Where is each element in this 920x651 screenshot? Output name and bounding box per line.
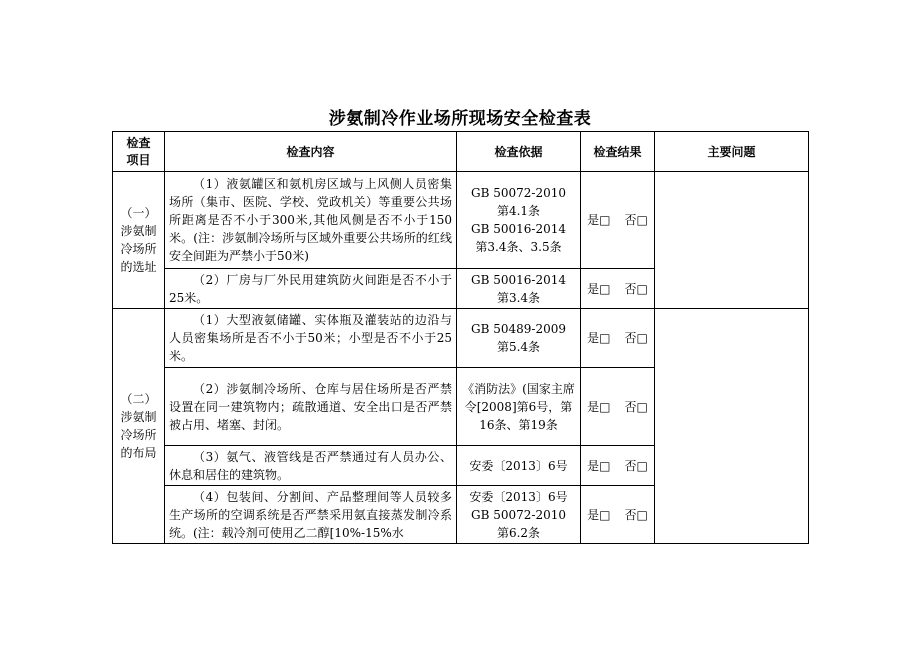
- main-issue-cell[interactable]: [655, 172, 809, 309]
- check-result: [581, 269, 655, 309]
- yes-checkbox[interactable]: 是□: [587, 458, 611, 473]
- table-row: [113, 309, 809, 368]
- section-label: （二） 涉氨制 冷场所 的布局: [113, 309, 165, 544]
- check-result: [581, 368, 655, 446]
- no-checkbox[interactable]: 否□: [624, 507, 648, 522]
- no-checkbox[interactable]: 否□: [624, 399, 648, 414]
- no-checkbox[interactable]: 否□: [624, 331, 648, 345]
- check-content: （2）厂房与厂外民用建筑防火间距是否不小于25米。: [165, 269, 457, 309]
- yes-checkbox[interactable]: 是□: [587, 507, 611, 522]
- section-label: （一） 涉氨制 冷场所 的选址: [113, 172, 165, 309]
- check-result: [581, 172, 655, 269]
- yes-checkbox[interactable]: 是□: [587, 281, 611, 296]
- check-basis: 安委〔2013〕6号 GB 50072-2010 第6.2条: [457, 486, 581, 544]
- check-basis: 《消防法》(国家主席令[2008]第6号，第16条、第19条: [457, 368, 581, 446]
- check-result: [581, 309, 655, 368]
- check-basis: GB 50016-2014 第3.4条: [457, 269, 581, 309]
- check-content: （3）氨气、液管线是否严禁通过有人员办公、休息和居住的建筑物。: [165, 446, 457, 486]
- check-content: （2）涉氨制冷场所、仓库与居住场所是否严禁设置在同一建筑物内；疏散通道、安全出口是否严禁被占用、堵塞、封闭。: [165, 368, 457, 446]
- check-result: [581, 446, 655, 486]
- no-checkbox[interactable]: 否□: [624, 281, 648, 296]
- header-issue: 主要问题: [655, 132, 809, 172]
- table-row: [113, 172, 809, 269]
- inspection-table: [112, 131, 809, 544]
- table-header-row: [113, 132, 809, 172]
- check-basis: GB 50489-2009 第5.4条: [457, 309, 581, 368]
- main-issue-cell[interactable]: [655, 309, 809, 544]
- no-checkbox[interactable]: 否□: [624, 213, 648, 227]
- header-content: 检查内容: [165, 132, 457, 172]
- check-basis: 安委〔2013〕6号: [457, 446, 581, 486]
- check-content: （1）液氨罐区和氨机房区域与上风侧人员密集场所（集市、医院、学校、党政机关）等重要公共场所距离是否不小于300米,其他风侧是否不小于150米。(注：涉氨制冷场所与区域外重要公共场所的红线安全间距为严禁小于50米): [165, 172, 457, 269]
- page-title: 涉氨制冷作业场所现场安全检查表: [328, 109, 592, 129]
- header-result: 检查结果: [581, 132, 655, 172]
- check-content: （4）包装间、分割间、产品整理间等人员较多生产场所的空调系统是否严禁采用氨直接蒸发制冷系统。(注：载冷剂可使用乙二醇[10%-15%水: [165, 486, 457, 544]
- yes-checkbox[interactable]: 是□: [587, 331, 611, 345]
- header-item: 检查 项目: [113, 132, 165, 172]
- check-basis: GB 50072-2010 第4.1条 GB 50016-2014 第3.4条、3.5条: [457, 172, 581, 269]
- check-content: （1）大型液氨储罐、实体瓶及灌装站的边沿与人员密集场所是否不小于50米；小型是否不小于25米。: [165, 309, 457, 368]
- yes-checkbox[interactable]: 是□: [587, 213, 611, 227]
- check-result: [581, 486, 655, 544]
- header-basis: 检查依据: [457, 132, 581, 172]
- no-checkbox[interactable]: 否□: [624, 458, 648, 473]
- yes-checkbox[interactable]: 是□: [587, 399, 611, 414]
